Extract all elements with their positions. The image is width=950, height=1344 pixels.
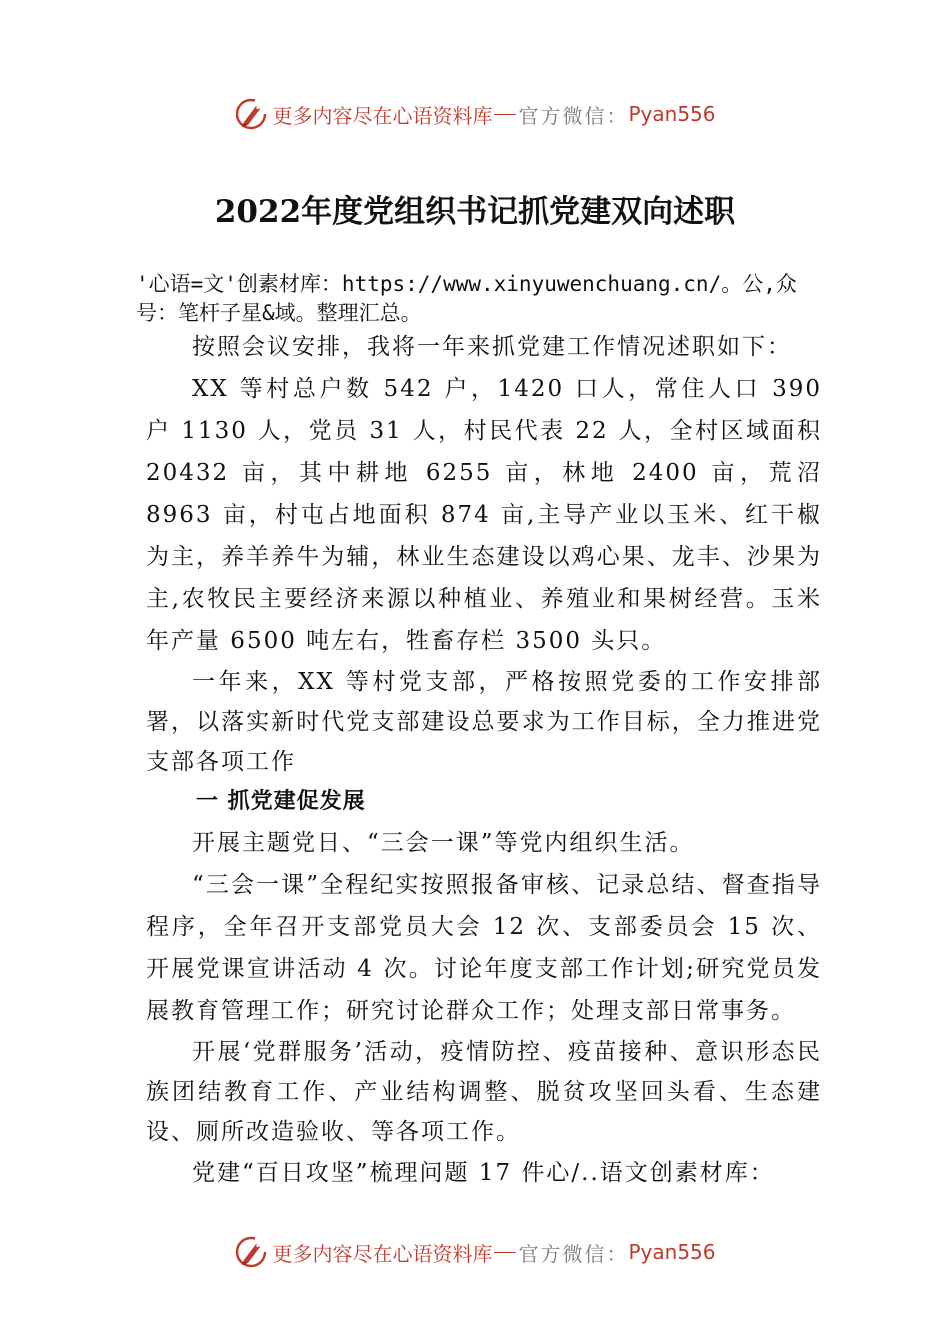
- section-heading: 一 抓党建促发展: [196, 789, 366, 814]
- banner-wechat-id: Pyan556: [628, 1240, 716, 1264]
- banner-dash: [494, 114, 516, 115]
- document-title: 2022年度党组织书记抓党建双向述职: [214, 194, 736, 230]
- header-banner: [0, 94, 950, 134]
- pen-logo-icon: [234, 1235, 268, 1269]
- banner-wechat-label: 官方微信：: [518, 1241, 629, 1266]
- paragraph: 党建“百日攻坚”梳理问题 17 件心/..语文创素材库：: [192, 1160, 775, 1186]
- paragraph: 开展主题党日、“三会一课”等党内组织生活。: [192, 830, 695, 856]
- source-note: '心语=文'创素材库：https://www.xinyuwenchuang.cn/。公,众号：笔杆子星&域。整理汇总。: [136, 272, 797, 325]
- banner-slogan: 更多内容尽在心语资料库: [272, 103, 493, 128]
- banner-dash: [494, 1252, 516, 1253]
- paragraph: 开展‘党群服务’活动，疫情防控、疫苗接种、意识形态民族团结教育工作、产业结构调整、脱贫攻坚回头看、生态建设、厕所改造验收、等各项工作。: [146, 1039, 822, 1145]
- document-body: [146, 326, 822, 1194]
- paragraph: 一年来，XX 等村党支部，严格按照党委的工作安排部署，以落实新时代党支部建设总要求为工作目标，全力推进党支部各项工作: [146, 669, 822, 775]
- paragraph: “三会一课”全程纪实按照报备审核、记录总结、督查指导程序，全年召开支部党员大会 12 次、支部委员会 15 次、开展党课宣讲活动 4 次。讨论年度支部工作计划;研究党员发展教育管理工作；研究讨论群众工作；处理支部日常事务。: [146, 872, 822, 1024]
- banner-wechat-id: Pyan556: [628, 102, 716, 126]
- banner-wechat-label: 官方微信：: [518, 103, 629, 128]
- footer-banner: [0, 1232, 950, 1272]
- paragraph: XX 等村总户数 542 户，1420 口人，常住人口 390 户 1130 人，党员 31 人，村民代表 22 人，全村区域面积 20432 亩，其中耕地 6255 亩，林地 2400 亩，荒沼 8963 亩，村屯占地面积 874 亩,主导产业以玉米、红干椒为主，养羊养牛为辅，林业生态建设以鸡心果、龙丰、沙果为主,农牧民主要经济来源以种植业、养殖业和果树经营。玉米年产量 6500 吨左右，牲畜存栏 3500 头只。: [146, 376, 822, 654]
- paragraph: 按照会议安排，我将一年来抓党建工作情况述职如下：: [192, 334, 792, 360]
- banner-slogan: 更多内容尽在心语资料库: [272, 1241, 493, 1266]
- pen-logo-icon: [234, 97, 268, 131]
